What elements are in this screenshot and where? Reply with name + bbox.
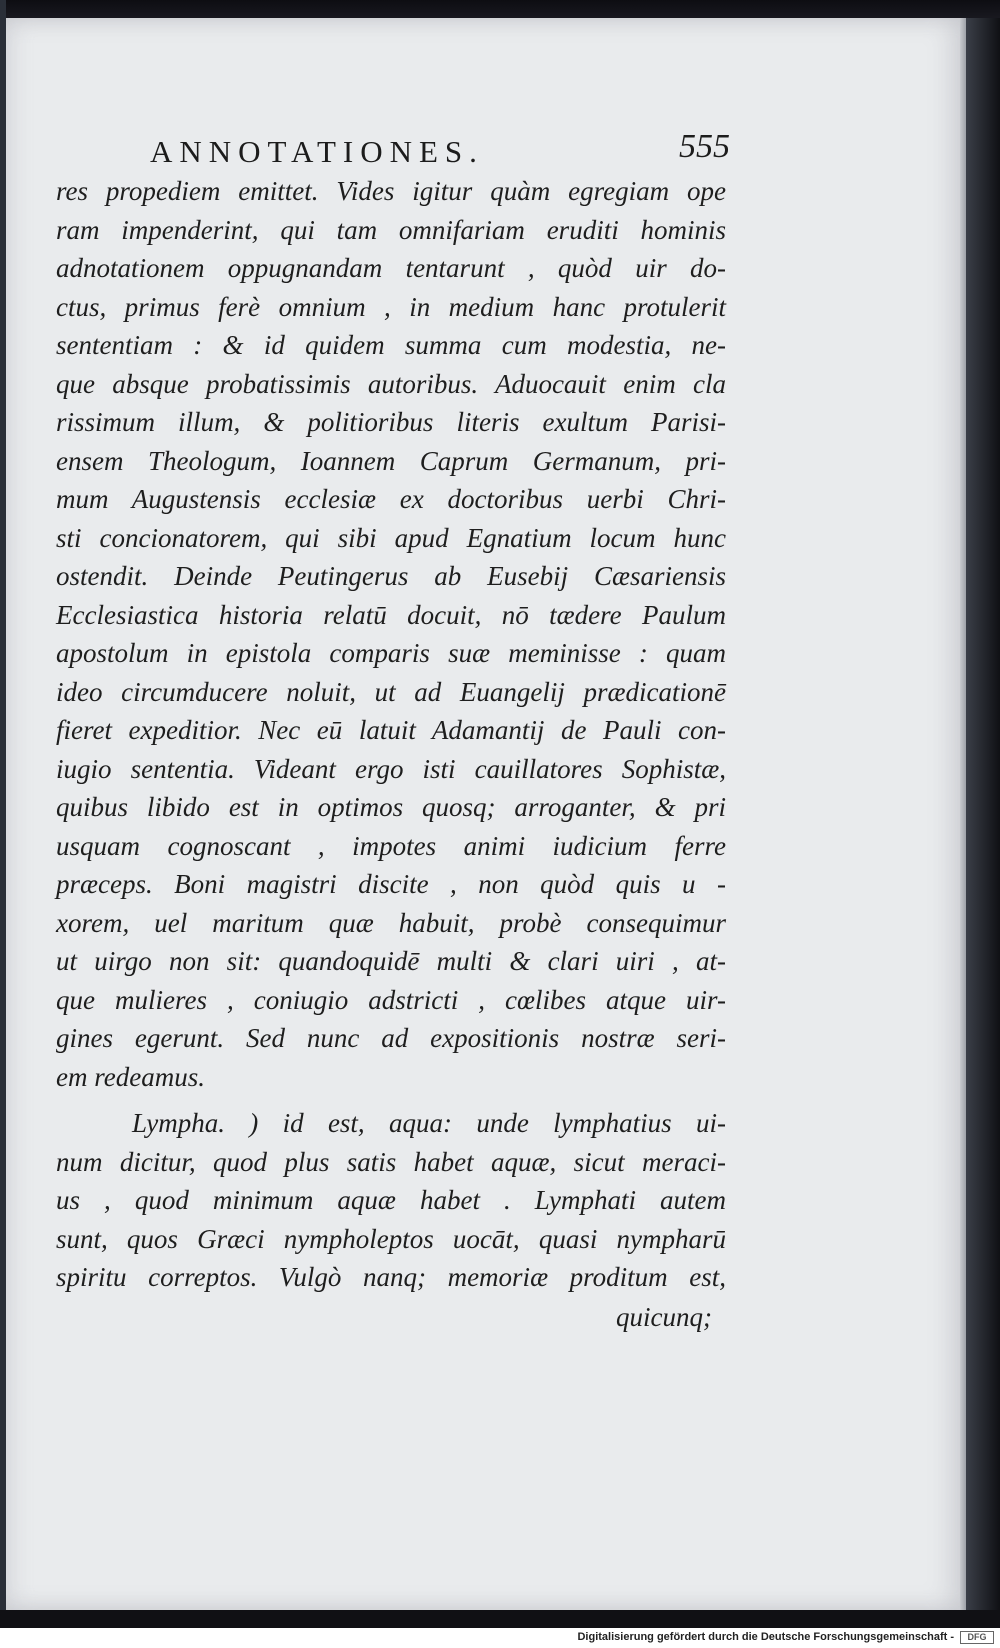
- text-line: fieret expeditior. Nec eū latuit Adamantij de Pauli con-: [56, 715, 726, 745]
- text-line: Ecclesiastica historia relatū docuit, nō tædere Paulum: [56, 599, 726, 630]
- text-line: mum Augustensis ecclesiæ ex doctoribus uerbi Chri-: [56, 484, 726, 514]
- paragraph-lemma-line: Lympha. ) id est, aqua: unde lymphatius ui-: [132, 1108, 726, 1138]
- text-line: sti concionatorem, qui sibi apud Egnatium locum hunc: [56, 522, 726, 553]
- text-line: usquam cognoscant , impotes animi iudicium ferre: [56, 830, 726, 861]
- funding-credit: Digitalisierung gefördert durch die Deutsche Forschungsgemeinschaft -: [577, 1631, 954, 1643]
- scan-right-edge: [966, 18, 1000, 1610]
- main-text: [56, 172, 726, 1297]
- text-line: ostendit. Deinde Peutingerus ab Eusebij Cæsariensis: [56, 561, 726, 591]
- book-page: [6, 18, 966, 1610]
- running-head: [150, 128, 730, 178]
- text-line: præceps. Boni magistri discite , non quòd quis u -: [56, 869, 726, 899]
- text-line: us , quod minimum aquæ habet . Lymphati autem: [56, 1185, 726, 1215]
- text-line: ram impenderint, qui tam omnifariam eruditi hominis: [56, 214, 726, 245]
- text-line: num dicitur, quod plus satis habet aquæ, sicut meraci-: [56, 1146, 726, 1177]
- text-line: quibus libido est in optimos quosq; arroganter, & pri: [56, 792, 726, 822]
- text-line: que mulieres , coniugio adstricti , cœlibes atque uir-: [56, 984, 726, 1015]
- dfg-logo: DFG: [960, 1631, 994, 1644]
- text-line: rissimum illum, & politioribus literis exultum Parisi-: [56, 407, 726, 437]
- text-line: apostolum in epistola comparis suæ meminisse : quam: [56, 638, 726, 668]
- text-line: ut uirgo non sit: quandoquidē multi & clari uiri , at-: [56, 946, 726, 976]
- text-line: em redeamus.: [56, 1061, 205, 1092]
- text-line: gines egerunt. Sed nunc ad expositionis nostræ seri-: [56, 1023, 726, 1053]
- text-line: que absque probatissimis autoribus. Aduocauit enim cla: [56, 368, 726, 399]
- text-line: res propediem emittet. Vides igitur quàm egregiam ope: [56, 176, 726, 206]
- running-head-title: ANNOTATIONES.: [150, 134, 484, 169]
- text-line: sunt, quos Græci nympholeptos uocāt, quasi nympharū: [56, 1223, 726, 1254]
- digitization-footer: [0, 1628, 1000, 1648]
- page-number: 555: [679, 128, 730, 165]
- catchword: quicunq;: [616, 1302, 712, 1332]
- text-line: ensem Theologum, Ioannem Caprum Germanum, pri-: [56, 445, 726, 476]
- scan-bottom-edge: [0, 1610, 1000, 1628]
- text-line: adnotationem oppugnandam tentarunt , quòd uir do-: [56, 253, 726, 283]
- text-line: xorem, uel maritum quæ habuit, probè consequimur: [56, 907, 726, 938]
- text-line: ctus, primus ferè omnium , in medium hanc protulerit: [56, 291, 726, 322]
- text-line: sententiam : & id quidem summa cum modestia, ne-: [56, 330, 726, 360]
- text-line: spiritu correptos. Vulgò nanq; memoriæ proditum est,: [56, 1262, 726, 1292]
- text-line: ideo circumducere noluit, ut ad Euangelij prædicationē: [56, 676, 726, 707]
- text-line: iugio sententia. Videant ergo isti cauillatores Sophistæ,: [56, 753, 726, 784]
